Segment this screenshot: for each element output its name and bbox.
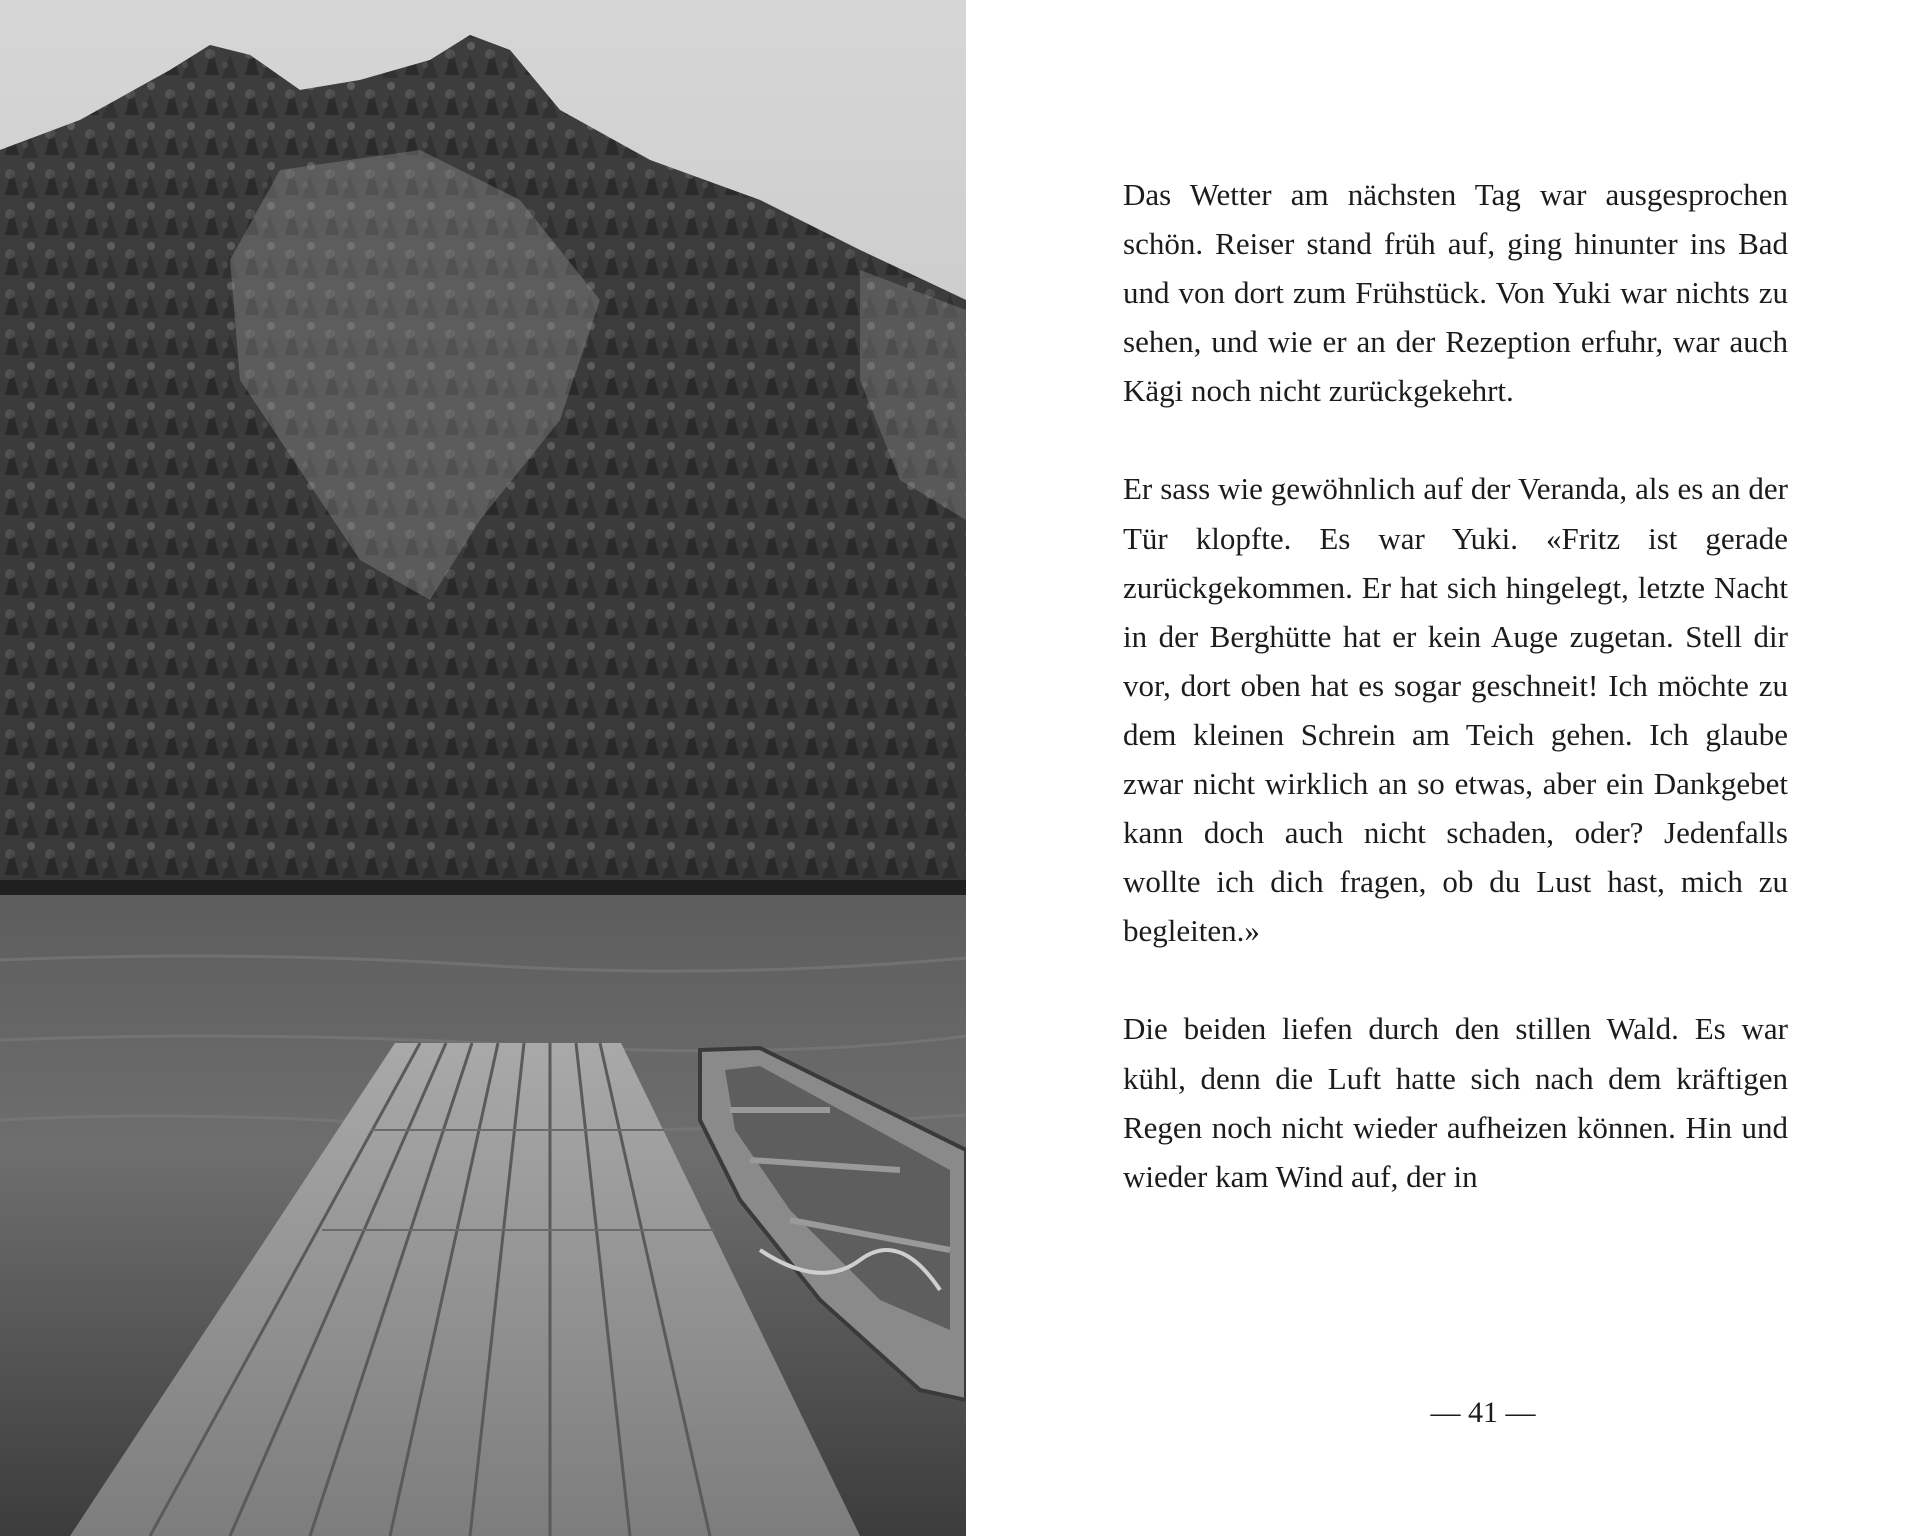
body-text: [1123, 170, 1788, 1250]
page-number: — 41 —: [1430, 1396, 1536, 1429]
paragraph-2: Er sass wie gewöhnlich auf der Veranda, als es an der Tür klopfte. Es war Yuki. «Fritz ist gerade zurückgekommen. Er hat sich hingelegt, letzte Nacht in der Berghütte hat er kein Auge zugetan. Stell dir vor, dort oben hat es sogar geschneit! Ich möchte zu dem kleinen Schrein am Teich gehen. Ich glaube zwar nicht wirklich an so etwas, aber ein Dankgebet kann doch auch nicht schaden, oder? Jedenfalls wollte ich dich fragen, ob du Lust hast, mich zu begleiten.»: [1123, 471, 1788, 949]
text-page: [966, 0, 1920, 1536]
paragraph-3: Die beiden liefen durch den stillen Wald. Es war kühl, denn die Luft hatte sich nach dem kräftigen Regen noch nicht wieder aufheizen können. Hin und wieder kam Wind auf, der in: [1123, 1011, 1788, 1194]
paragraph-1: Das Wetter am nächsten Tag war ausgesprochen schön. Reiser stand früh auf, ging hinunter ins Bad und von dort zum Frühstück. Von Yuki war nichts zu sehen, und wie er an der Rezeption erfuhr, war auch Kägi noch nicht zurückgekehrt.: [1123, 177, 1788, 409]
